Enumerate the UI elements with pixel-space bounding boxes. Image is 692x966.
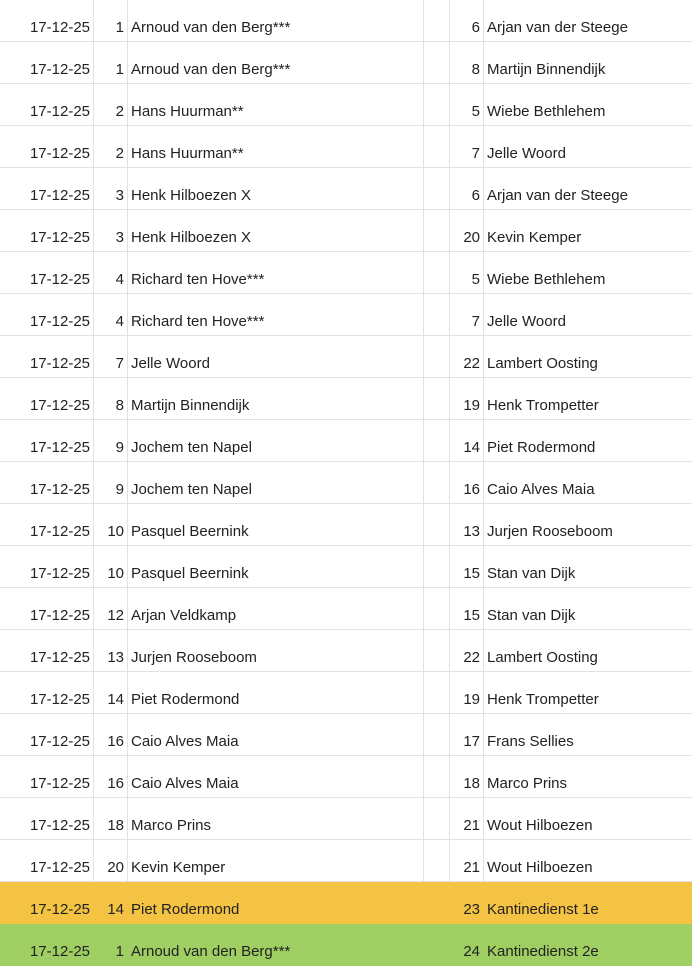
home-player-cell-text: Arnoud van den Berg*** — [131, 61, 291, 78]
home-number-cell[interactable] — [94, 840, 128, 881]
away-number-cell[interactable] — [450, 840, 484, 881]
home-number-cell-text: 13 — [107, 649, 124, 666]
away-number-cell-text: 8 — [471, 61, 480, 78]
home-number-cell[interactable] — [94, 42, 128, 83]
away-player-cell[interactable] — [484, 504, 692, 545]
home-player-cell[interactable] — [128, 210, 424, 251]
date-cell-text: 17-12-25 — [29, 943, 90, 960]
home-player-cell[interactable] — [128, 798, 424, 839]
away-player-cell[interactable] — [484, 126, 692, 167]
home-player-cell-text: Richard ten Hove*** — [131, 271, 265, 288]
away-player-cell[interactable] — [484, 714, 692, 755]
away-number-cell-text: 7 — [471, 313, 480, 330]
away-player-cell-text: Jelle Woord — [487, 145, 566, 162]
away-number-cell[interactable] — [450, 672, 484, 713]
home-player-cell-text: Henk Hilboezen X — [131, 187, 252, 204]
table-row — [0, 462, 692, 504]
home-player-cell-text: Hans Huurman** — [131, 103, 244, 120]
date-cell-text: 17-12-25 — [29, 271, 90, 288]
home-number-cell[interactable] — [94, 798, 128, 839]
home-player-cell-text: Kevin Kemper — [131, 859, 226, 876]
table-row — [0, 168, 692, 210]
away-player-cell-text: Kevin Kemper — [487, 229, 582, 246]
home-number-cell[interactable] — [94, 126, 128, 167]
away-player-cell[interactable] — [484, 630, 692, 671]
away-number-cell-text: 13 — [463, 523, 480, 540]
home-number-cell-text: 4 — [115, 313, 124, 330]
date-cell-text: 17-12-25 — [29, 565, 90, 582]
home-number-cell-text: 16 — [107, 775, 124, 792]
away-player-cell-text: Kantinedienst 1e — [487, 901, 599, 918]
home-player-cell[interactable] — [128, 840, 424, 881]
date-cell-text: 17-12-25 — [29, 229, 90, 246]
date-cell-text: 17-12-25 — [29, 691, 90, 708]
table-row — [0, 798, 692, 840]
away-player-cell[interactable] — [484, 756, 692, 797]
away-number-cell[interactable] — [450, 294, 484, 335]
away-player-cell-text: Wout Hilboezen — [487, 859, 593, 876]
table-row — [0, 294, 692, 336]
empty-cell[interactable] — [424, 168, 450, 209]
away-number-cell[interactable] — [450, 420, 484, 461]
home-player-cell-text: Arnoud van den Berg*** — [131, 19, 291, 36]
away-player-cell-text: Stan van Dijk — [487, 607, 576, 624]
empty-cell[interactable] — [424, 504, 450, 545]
home-player-cell[interactable] — [128, 588, 424, 629]
home-player-cell[interactable] — [128, 168, 424, 209]
table-row — [0, 882, 692, 924]
table-row — [0, 504, 692, 546]
date-cell-text: 17-12-25 — [29, 817, 90, 834]
away-player-cell[interactable] — [484, 672, 692, 713]
home-player-cell-text: Piet Rodermond — [131, 901, 240, 918]
home-player-cell[interactable] — [128, 924, 424, 965]
home-number-cell-text: 10 — [107, 523, 124, 540]
date-cell[interactable] — [0, 294, 94, 335]
home-number-cell[interactable] — [94, 462, 128, 503]
table-row — [0, 0, 692, 42]
home-player-cell[interactable] — [128, 504, 424, 545]
away-player-cell[interactable] — [484, 168, 692, 209]
away-number-cell[interactable] — [450, 546, 484, 587]
date-cell-text: 17-12-25 — [29, 607, 90, 624]
home-number-cell-text: 9 — [115, 481, 124, 498]
home-number-cell[interactable] — [94, 210, 128, 251]
away-player-cell[interactable] — [484, 462, 692, 503]
home-player-cell-text: Caio Alves Maia — [131, 775, 239, 792]
away-number-cell[interactable] — [450, 126, 484, 167]
away-number-cell[interactable] — [450, 336, 484, 377]
away-player-cell-text: Henk Trompetter — [487, 397, 599, 414]
home-player-cell-text: Henk Hilboezen X — [131, 229, 252, 246]
home-number-cell-text: 9 — [115, 439, 124, 456]
home-player-cell[interactable] — [128, 294, 424, 335]
date-cell-text: 17-12-25 — [29, 775, 90, 792]
home-player-cell-text: Caio Alves Maia — [131, 733, 239, 750]
date-cell[interactable] — [0, 546, 94, 587]
empty-cell[interactable] — [424, 42, 450, 83]
home-number-cell-text: 8 — [115, 397, 124, 414]
date-cell-text: 17-12-25 — [29, 313, 90, 330]
away-number-cell-text: 22 — [463, 355, 480, 372]
empty-cell[interactable] — [424, 336, 450, 377]
home-player-cell[interactable] — [128, 882, 424, 923]
away-player-cell[interactable] — [484, 0, 692, 41]
away-number-cell[interactable] — [450, 504, 484, 545]
empty-cell[interactable] — [424, 84, 450, 125]
date-cell[interactable] — [0, 336, 94, 377]
date-cell-text: 17-12-25 — [29, 397, 90, 414]
home-player-cell[interactable] — [128, 756, 424, 797]
home-number-cell-text: 20 — [107, 859, 124, 876]
home-number-cell[interactable] — [94, 378, 128, 419]
home-player-cell[interactable] — [128, 378, 424, 419]
away-number-cell-text: 15 — [463, 565, 480, 582]
away-number-cell-text: 21 — [463, 859, 480, 876]
away-player-cell-text: Wiebe Bethlehem — [487, 103, 606, 120]
date-cell-text: 17-12-25 — [29, 61, 90, 78]
table-row — [0, 252, 692, 294]
date-cell[interactable] — [0, 756, 94, 797]
home-number-cell[interactable] — [94, 630, 128, 671]
date-cell[interactable] — [0, 840, 94, 881]
away-number-cell-text: 6 — [471, 187, 480, 204]
home-player-cell[interactable] — [128, 252, 424, 293]
home-player-cell[interactable] — [128, 84, 424, 125]
away-player-cell-text: Wout Hilboezen — [487, 817, 593, 834]
away-number-cell[interactable] — [450, 168, 484, 209]
away-player-cell-text: Caio Alves Maia — [487, 481, 595, 498]
empty-cell[interactable] — [424, 714, 450, 755]
date-cell-text: 17-12-25 — [29, 439, 90, 456]
home-number-cell-text: 10 — [107, 565, 124, 582]
away-number-cell-text: 16 — [463, 481, 480, 498]
home-player-cell-text: Arnoud van den Berg*** — [131, 943, 291, 960]
empty-cell[interactable] — [424, 630, 450, 671]
date-cell-text: 17-12-25 — [29, 103, 90, 120]
home-player-cell[interactable] — [128, 462, 424, 503]
home-player-cell[interactable] — [128, 126, 424, 167]
away-number-cell[interactable] — [450, 0, 484, 41]
empty-cell[interactable] — [424, 378, 450, 419]
home-player-cell[interactable] — [128, 42, 424, 83]
table-row — [0, 630, 692, 672]
date-cell-text: 17-12-25 — [29, 481, 90, 498]
table-row — [0, 210, 692, 252]
away-number-cell-text: 19 — [463, 691, 480, 708]
away-number-cell[interactable] — [450, 252, 484, 293]
away-player-cell[interactable] — [484, 840, 692, 881]
home-number-cell-text: 12 — [107, 607, 124, 624]
away-player-cell-text: Arjan van der Steege — [487, 187, 628, 204]
empty-cell[interactable] — [424, 882, 450, 923]
home-number-cell-text: 2 — [115, 145, 124, 162]
date-cell[interactable] — [0, 504, 94, 545]
date-cell[interactable] — [0, 924, 94, 965]
home-player-cell-text: Jochem ten Napel — [131, 481, 252, 498]
away-player-cell-text: Piet Rodermond — [487, 439, 596, 456]
home-number-cell[interactable] — [94, 168, 128, 209]
away-player-cell-text: Frans Sellies — [487, 733, 574, 750]
home-number-cell-text: 16 — [107, 733, 124, 750]
empty-cell[interactable] — [424, 126, 450, 167]
date-cell-text: 17-12-25 — [29, 733, 90, 750]
home-player-cell-text: Pasquel Beernink — [131, 565, 249, 582]
away-number-cell-text: 5 — [471, 103, 480, 120]
away-player-cell[interactable] — [484, 798, 692, 839]
table-row — [0, 672, 692, 714]
empty-cell[interactable] — [424, 840, 450, 881]
away-number-cell-text: 23 — [463, 901, 480, 918]
away-player-cell[interactable] — [484, 210, 692, 251]
away-player-cell[interactable] — [484, 588, 692, 629]
date-cell[interactable] — [0, 252, 94, 293]
home-player-cell-text: Jochem ten Napel — [131, 439, 252, 456]
away-number-cell[interactable] — [450, 714, 484, 755]
home-player-cell-text: Jelle Woord — [131, 355, 210, 372]
date-cell[interactable] — [0, 168, 94, 209]
home-player-cell[interactable] — [128, 714, 424, 755]
away-player-cell[interactable] — [484, 924, 692, 965]
date-cell[interactable] — [0, 630, 94, 671]
away-number-cell-text: 5 — [471, 271, 480, 288]
empty-cell[interactable] — [424, 672, 450, 713]
home-player-cell[interactable] — [128, 420, 424, 461]
away-number-cell[interactable] — [450, 798, 484, 839]
away-number-cell-text: 21 — [463, 817, 480, 834]
home-number-cell[interactable] — [94, 588, 128, 629]
home-player-cell-text: Arjan Veldkamp — [131, 607, 237, 624]
date-cell[interactable] — [0, 126, 94, 167]
away-player-cell[interactable] — [484, 336, 692, 377]
table-row — [0, 126, 692, 168]
away-number-cell-text: 18 — [463, 775, 480, 792]
home-player-cell[interactable] — [128, 630, 424, 671]
date-cell[interactable] — [0, 84, 94, 125]
empty-cell[interactable] — [424, 798, 450, 839]
home-number-cell-text: 4 — [115, 271, 124, 288]
home-player-cell-text: Martijn Binnendijk — [131, 397, 250, 414]
away-player-cell-text: Arjan van der Steege — [487, 19, 628, 36]
home-player-cell-text: Marco Prins — [131, 817, 212, 834]
date-cell-text: 17-12-25 — [29, 649, 90, 666]
away-number-cell-text: 22 — [463, 649, 480, 666]
home-number-cell-text: 14 — [107, 691, 124, 708]
table-row — [0, 420, 692, 462]
away-player-cell[interactable] — [484, 294, 692, 335]
home-number-cell[interactable] — [94, 252, 128, 293]
away-number-cell-text: 7 — [471, 145, 480, 162]
empty-cell[interactable] — [424, 210, 450, 251]
home-number-cell-text: 1 — [115, 19, 124, 36]
away-number-cell-text: 19 — [463, 397, 480, 414]
table-row — [0, 588, 692, 630]
table-row — [0, 42, 692, 84]
away-number-cell-text: 17 — [463, 733, 480, 750]
away-number-cell[interactable] — [450, 462, 484, 503]
home-number-cell[interactable] — [94, 714, 128, 755]
date-cell[interactable] — [0, 588, 94, 629]
home-player-cell[interactable] — [128, 672, 424, 713]
home-player-cell[interactable] — [128, 546, 424, 587]
away-player-cell-text: Kantinedienst 2e — [487, 943, 599, 960]
home-number-cell-text: 14 — [107, 901, 124, 918]
date-cell-text: 17-12-25 — [29, 523, 90, 540]
home-player-cell-text: Richard ten Hove*** — [131, 313, 265, 330]
away-number-cell[interactable] — [450, 84, 484, 125]
empty-cell[interactable] — [424, 0, 450, 41]
date-cell-text: 17-12-25 — [29, 859, 90, 876]
table-row — [0, 756, 692, 798]
home-player-cell-text: Piet Rodermond — [131, 691, 240, 708]
home-number-cell-text: 1 — [115, 61, 124, 78]
home-number-cell[interactable] — [94, 0, 128, 41]
empty-cell[interactable] — [424, 756, 450, 797]
date-cell-text: 17-12-25 — [29, 145, 90, 162]
away-number-cell-text: 20 — [463, 229, 480, 246]
away-player-cell-text: Wiebe Bethlehem — [487, 271, 606, 288]
away-number-cell[interactable] — [450, 210, 484, 251]
date-cell[interactable] — [0, 378, 94, 419]
away-player-cell-text: Martijn Binnendijk — [487, 61, 606, 78]
away-number-cell-text: 14 — [463, 439, 480, 456]
empty-cell[interactable] — [424, 420, 450, 461]
home-number-cell[interactable] — [94, 546, 128, 587]
home-number-cell[interactable] — [94, 756, 128, 797]
away-player-cell-text: Lambert Oosting — [487, 355, 598, 372]
empty-cell[interactable] — [424, 252, 450, 293]
away-player-cell[interactable] — [484, 84, 692, 125]
empty-cell[interactable] — [424, 294, 450, 335]
empty-cell[interactable] — [424, 546, 450, 587]
away-player-cell-text: Jelle Woord — [487, 313, 566, 330]
date-cell[interactable] — [0, 42, 94, 83]
table-row — [0, 84, 692, 126]
home-player-cell-text: Jurjen Rooseboom — [131, 649, 257, 666]
home-number-cell[interactable] — [94, 504, 128, 545]
away-player-cell-text: Lambert Oosting — [487, 649, 598, 666]
home-number-cell[interactable] — [94, 294, 128, 335]
home-number-cell[interactable] — [94, 420, 128, 461]
home-player-cell-text: Hans Huurman** — [131, 145, 244, 162]
home-number-cell-text: 3 — [115, 229, 124, 246]
date-cell[interactable] — [0, 714, 94, 755]
away-player-cell[interactable] — [484, 252, 692, 293]
away-player-cell[interactable] — [484, 420, 692, 461]
date-cell[interactable] — [0, 798, 94, 839]
date-cell[interactable] — [0, 672, 94, 713]
away-player-cell-text: Marco Prins — [487, 775, 568, 792]
home-number-cell[interactable] — [94, 336, 128, 377]
home-number-cell[interactable] — [94, 672, 128, 713]
home-player-cell[interactable] — [128, 0, 424, 41]
table-row — [0, 840, 692, 882]
away-number-cell-text: 6 — [471, 19, 480, 36]
date-cell-text: 17-12-25 — [29, 187, 90, 204]
away-player-cell-text: Stan van Dijk — [487, 565, 576, 582]
home-number-cell-text: 3 — [115, 187, 124, 204]
table-row — [0, 378, 692, 420]
home-number-cell-text: 7 — [115, 355, 124, 372]
date-cell[interactable] — [0, 210, 94, 251]
away-number-cell[interactable] — [450, 42, 484, 83]
away-number-cell[interactable] — [450, 756, 484, 797]
home-player-cell-text: Pasquel Beernink — [131, 523, 249, 540]
empty-cell[interactable] — [424, 462, 450, 503]
home-number-cell-text: 1 — [115, 943, 124, 960]
empty-cell[interactable] — [424, 924, 450, 965]
home-number-cell[interactable] — [94, 882, 128, 923]
date-cell-text: 17-12-25 — [29, 19, 90, 36]
empty-cell[interactable] — [424, 588, 450, 629]
away-number-cell[interactable] — [450, 924, 484, 965]
away-player-cell[interactable] — [484, 882, 692, 923]
date-cell[interactable] — [0, 462, 94, 503]
away-player-cell[interactable] — [484, 546, 692, 587]
date-cell[interactable] — [0, 420, 94, 461]
date-cell-text: 17-12-25 — [29, 355, 90, 372]
table-row — [0, 714, 692, 756]
away-number-cell[interactable] — [450, 588, 484, 629]
away-player-cell[interactable] — [484, 378, 692, 419]
away-player-cell[interactable] — [484, 42, 692, 83]
home-number-cell[interactable] — [94, 84, 128, 125]
table-row — [0, 336, 692, 378]
away-player-cell-text: Jurjen Rooseboom — [487, 523, 613, 540]
away-number-cell-text: 15 — [463, 607, 480, 624]
away-player-cell-text: Henk Trompetter — [487, 691, 599, 708]
date-cell[interactable] — [0, 882, 94, 923]
date-cell[interactable] — [0, 0, 94, 41]
table-row — [0, 924, 692, 966]
away-number-cell[interactable] — [450, 378, 484, 419]
home-player-cell[interactable] — [128, 336, 424, 377]
home-number-cell-text: 2 — [115, 103, 124, 120]
away-number-cell-text: 24 — [463, 943, 480, 960]
home-number-cell-text: 18 — [107, 817, 124, 834]
away-number-cell[interactable] — [450, 630, 484, 671]
table-row — [0, 546, 692, 588]
away-number-cell[interactable] — [450, 882, 484, 923]
date-cell-text: 17-12-25 — [29, 901, 90, 918]
home-number-cell[interactable] — [94, 924, 128, 965]
